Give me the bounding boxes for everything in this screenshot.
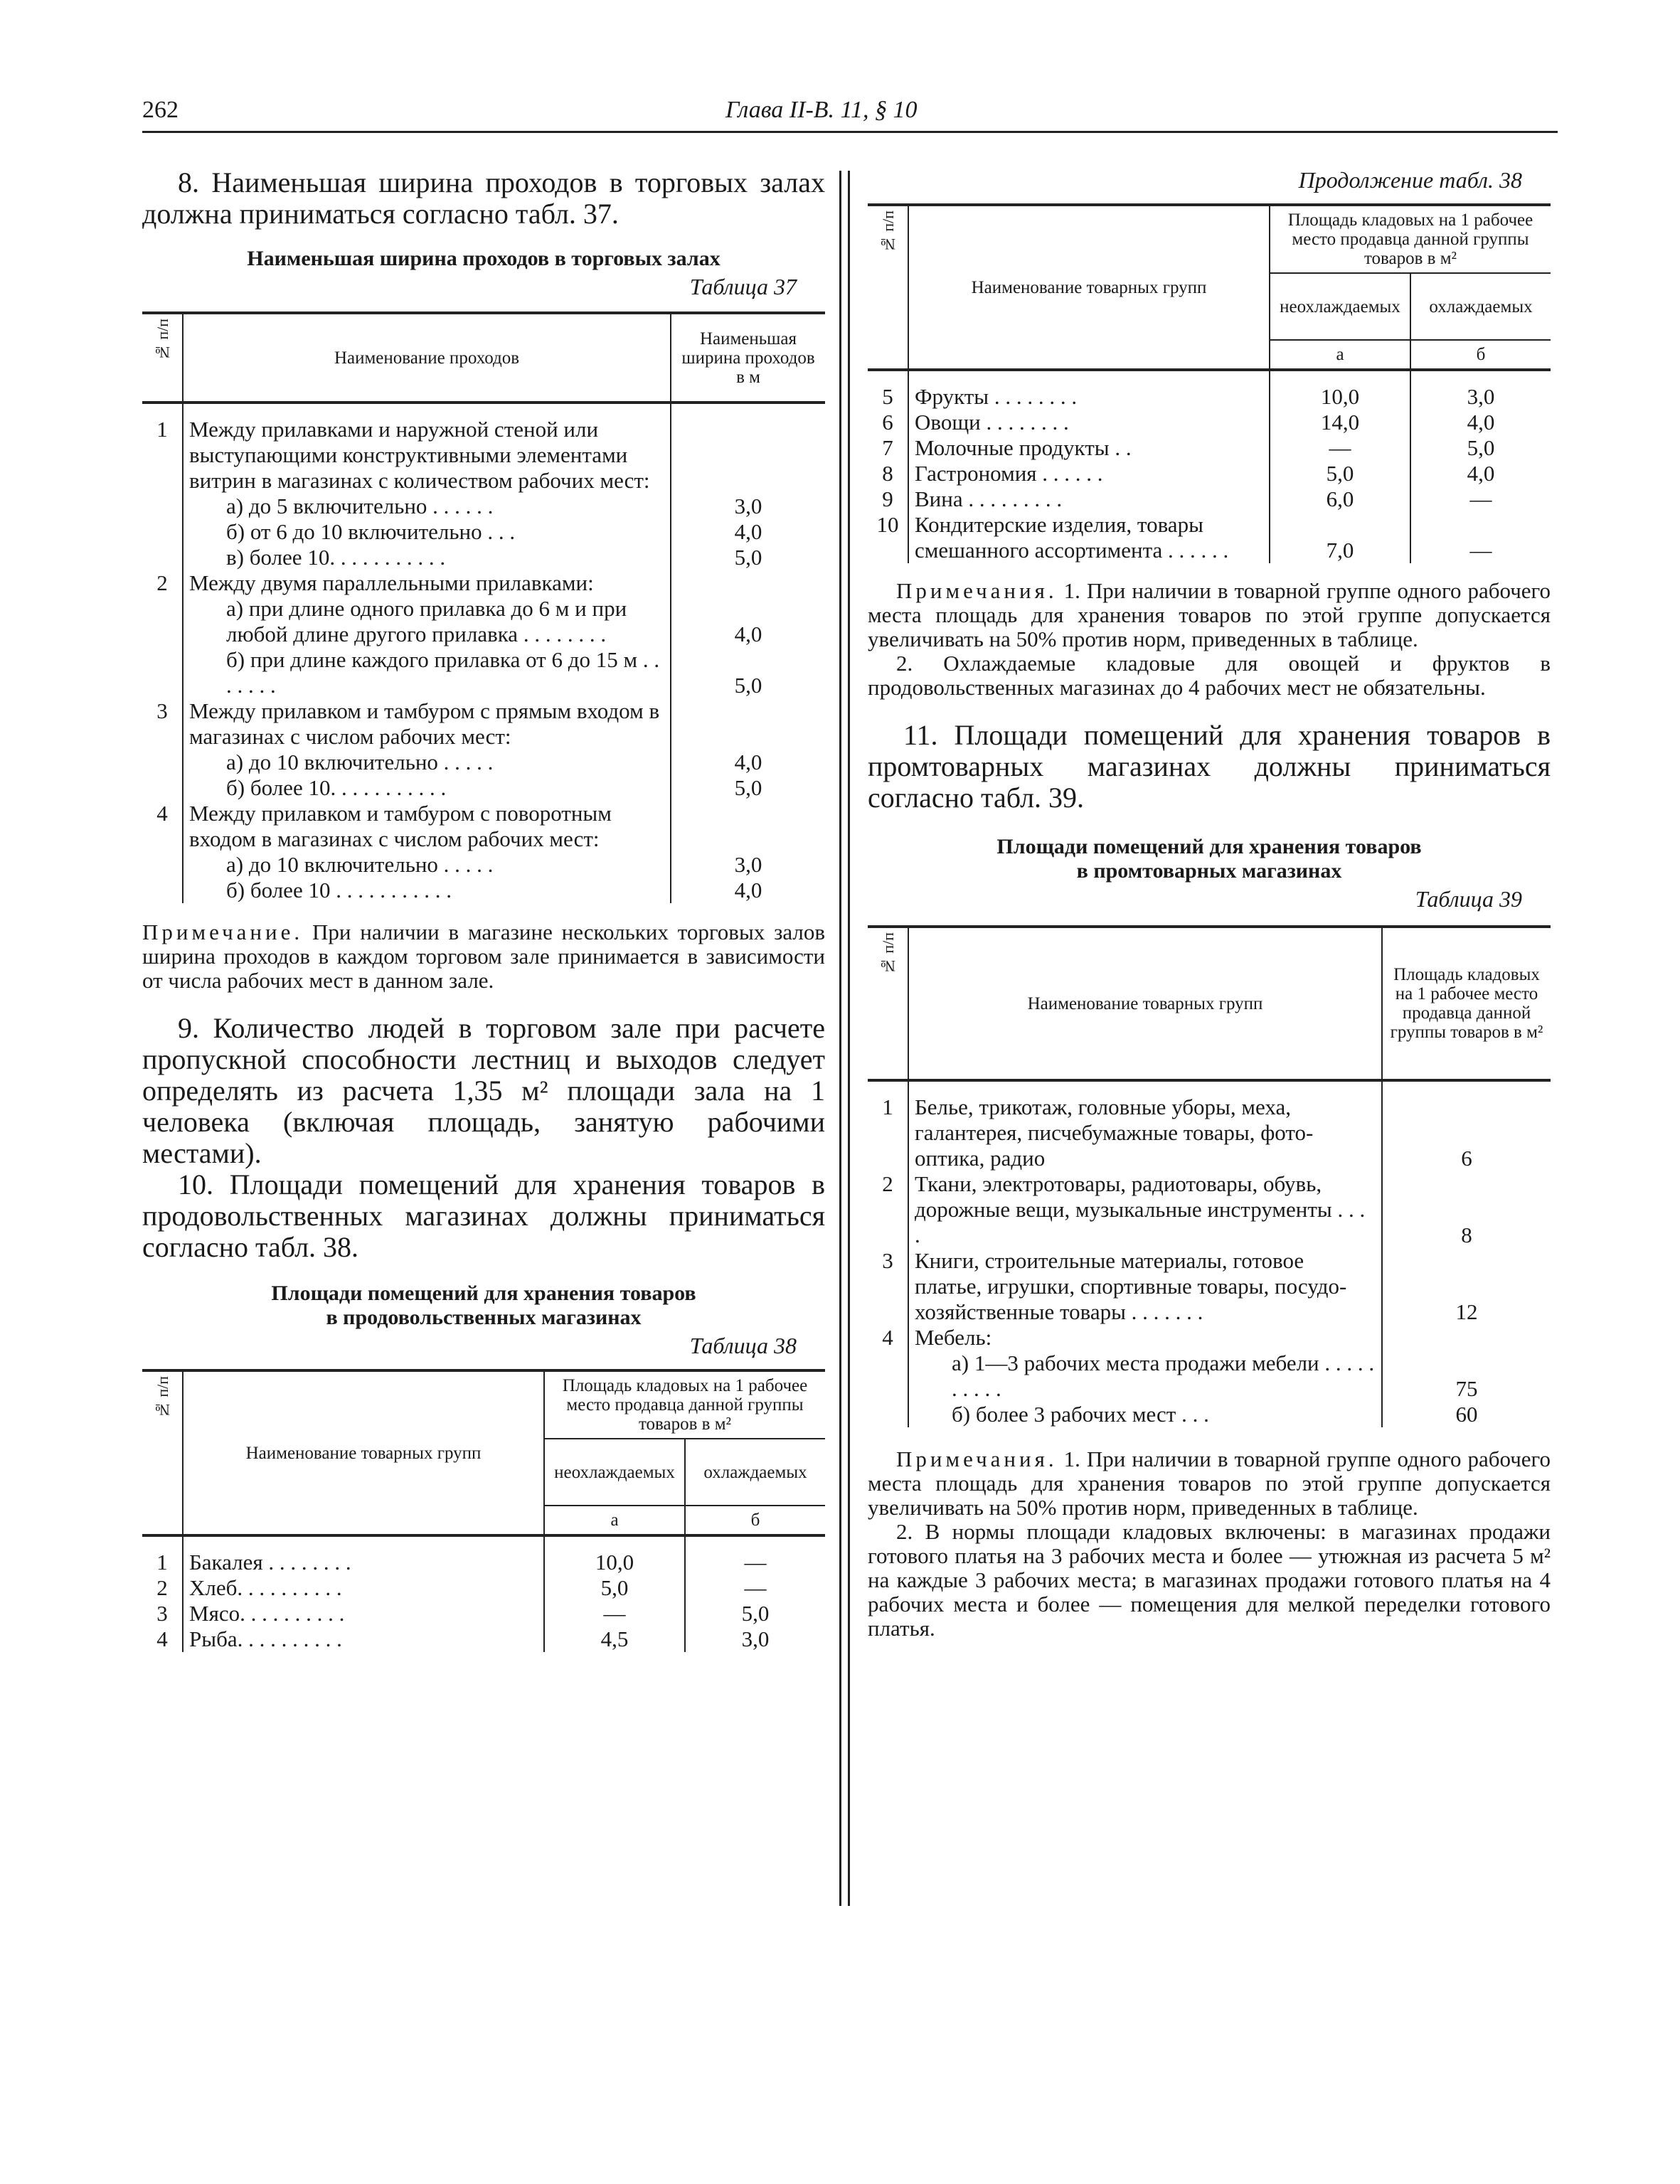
row-name: Рыба. . . . . . . . . . [183,1626,544,1652]
row-number [142,852,183,878]
table-row [868,486,1551,512]
row-number: 2 [156,1575,168,1600]
paragraph-9: 9. Количество людей в торговом зале при расчете пропускной способности лестниц и выходов следует определять из расчета 1,35 м² площади зала на 1 человека (включая площадь, занятую рабочими местами). [142,1012,825,1169]
note-1: 1. При наличии в товарной группе одного рабочего места площадь для хранения товаров по этой группе допускается увеличивать на 50% против норм, приведенных в таблице. [868,1447,1551,1520]
row-name: Между прилавком и тамбуром с прямым входом в магазинах с числом рабочих мест: [183,698,671,750]
row-value [671,417,825,494]
row-uncooled: 4,5 [544,1626,685,1652]
col-header-name: Наименование товарных групп [908,927,1382,1080]
table-37 [142,311,825,903]
row-number [142,750,183,775]
row-number [142,647,183,698]
table-row [142,750,825,775]
paragraph-11: 11. Площади помещений для хранения товаров в промтоварных магазинах должны приниматься согласно табл. 39. [868,719,1551,814]
col-letter-b: б [1410,340,1551,370]
row-name: Книги, строительные материалы, готовое платье, игрушки, спортивные товары, посудо-хозяйственные товары . . . . . . . [908,1248,1382,1325]
row-number: 2 [882,1171,893,1196]
row-name: Кондитерские изделия, товары смешанного ассортимента . . . . . . [908,512,1270,563]
table-row [142,1626,825,1652]
row-uncooled: 14,0 [1270,410,1410,435]
row-uncooled: 5,0 [1270,461,1410,486]
table-row [868,461,1551,486]
col-header-no: № п/п [868,205,908,370]
table-39 [868,925,1551,1427]
row-name: Между прилавком и тамбуром с поворотным входом в магазинах с числом рабочих мест: [183,801,671,852]
table-row [142,1550,825,1575]
column-divider [848,171,850,1906]
row-name: а) до 10 включительно . . . . . [183,852,671,878]
row-cooled: — [685,1550,825,1575]
row-value: 4,0 [671,596,825,647]
note-text: При наличии в магазине нескольких торговых залов ширина проходов в каждом торговом зале принимается в зависимости от числа рабочих мест в данном зале. [142,920,825,993]
table-38-continuation-label: Продолжение табл. 38 [1298,167,1522,193]
row-name: б) более 10 . . . . . . . . . . . [183,878,671,903]
table-row [868,410,1551,435]
note-1: 1. При наличии в товарной группе одного рабочего места площадь для хранения товаров по этой группе допускается увеличивать на 50% против норм, приведенных в таблице. [868,578,1551,651]
page-header [142,94,1558,133]
table-37-label: Таблица 37 [689,274,797,299]
note-2: 2. Охлаждаемые кладовые для овощей и фруктов в продовольственных магазинах до 4 рабочих мест не обязательны. [868,651,1551,700]
row-value: 5,0 [671,545,825,570]
table-38-body [142,1535,825,1652]
row-value [671,570,825,596]
table-row [868,1248,1551,1325]
row-name: Хлеб. . . . . . . . . . [183,1575,544,1601]
row-cooled: 3,0 [685,1626,825,1652]
row-value: 3,0 [671,852,825,878]
table-row [142,519,825,545]
column-divider [839,171,841,1906]
row-name: Молочные продукты . . [908,435,1270,461]
table-38-label: Таблица 38 [689,1333,797,1358]
row-name: Ткани, электротовары, радиотовары, обувь, дорожные вещи, музыкальные инструменты . . . . [908,1171,1382,1248]
row-name: Гастрономия . . . . . . [908,461,1270,486]
table-row [142,698,825,750]
table-row [868,435,1551,461]
row-name: Вина . . . . . . . . . [908,486,1270,512]
row-value: 8 [1382,1171,1551,1248]
table-row [142,647,825,698]
row-uncooled: 5,0 [544,1575,685,1601]
col-header-uncooled: неохлаждаемых [544,1439,685,1506]
row-number: 2 [156,570,168,595]
row-name: б) при длине каждого прилавка от 6 до 15 м . . . . . . . [183,647,671,698]
row-number: 1 [156,417,168,442]
row-number: 3 [156,1601,168,1626]
table-row [142,494,825,519]
row-number: 7 [882,435,893,460]
notes-label: Примечания. [896,1447,1058,1471]
row-name: Мясо. . . . . . . . . . [183,1601,544,1626]
row-value: 12 [1382,1248,1551,1325]
row-name: б) от 6 до 10 включительно . . . [183,519,671,545]
table-row [868,384,1551,410]
running-title: Глава II-B. 11, § 10 [725,97,918,123]
row-value: 5,0 [671,647,825,698]
paragraph-10: 10. Площади помещений для хранения товаров в продовольственных магазинах должны приниматься согласно табл. 38. [142,1168,825,1263]
table-39-label: Таблица 39 [1415,886,1522,912]
table-row [142,1575,825,1601]
row-name: а) до 5 включительно . . . . . . [183,494,671,519]
row-name: Мебель: [908,1325,1382,1351]
table-row [868,1402,1551,1427]
row-number: 6 [882,410,893,435]
row-name: а) до 10 включительно . . . . . [183,750,671,775]
table-row [142,417,825,494]
row-number: 1 [882,1094,893,1119]
row-name: Бакалея . . . . . . . . [183,1550,544,1575]
row-number: 3 [882,1248,893,1273]
col-header-cooled: охлаждаемых [685,1439,825,1506]
row-cooled: 4,0 [1410,410,1551,435]
col-header-name: Наименование товарных групп [183,1370,544,1535]
table-37-body [142,403,825,903]
table-row [142,570,825,596]
col-letter-a: а [544,1506,685,1535]
row-name: б) более 3 рабочих мест . . . [908,1402,1382,1427]
col-header-no: № п/п [142,1370,183,1535]
table-38-notes [868,579,1551,700]
col-header-area: Площадь кладовых на 1 рабочее место продавца данной группы товаров в м² [1270,205,1551,273]
row-number: 1 [156,1550,168,1575]
table-39-notes [868,1447,1551,1641]
row-name: а) при длине одного прилавка до 6 м и при любой длине другого прилавка . . . . . . . . [183,596,671,647]
col-header-uncooled: неохлаждаемых [1270,273,1410,340]
row-name: б) более 10. . . . . . . . . . . [183,775,671,801]
row-cooled: 4,0 [1410,461,1551,486]
table-38-title-line2: в продовольственных магазинах [326,1306,642,1329]
col-header-no: № п/п [142,313,183,403]
row-value: 60 [1382,1402,1551,1427]
row-number [868,1402,908,1427]
row-cooled: 5,0 [685,1601,825,1626]
table-38 [142,1369,825,1652]
row-value [671,801,825,852]
page-number: 262 [142,97,179,123]
col-letter-b: б [685,1506,825,1535]
col-header-no: № п/п [868,927,908,1080]
row-value: 4,0 [671,878,825,903]
row-uncooled: 7,0 [1270,512,1410,563]
table-38-continued [868,203,1551,563]
left-column [142,167,825,1652]
row-uncooled: — [544,1601,685,1626]
right-column [868,167,1551,1641]
row-value: 6 [1382,1094,1551,1171]
row-cooled: 5,0 [1410,435,1551,461]
table-row [868,1171,1551,1248]
table-row [142,852,825,878]
row-number [142,775,183,801]
table-row [142,878,825,903]
row-number [142,596,183,647]
table-row [142,1601,825,1626]
table-row [868,512,1551,563]
table-39-title-line1: Площади помещений для хранения товаров [996,835,1422,858]
row-number [142,878,183,903]
col-header-name: Наименование проходов [183,313,671,403]
table-38-title-line1: Площади помещений для хранения товаров [271,1282,696,1305]
col-header-width: Наименьшая ширина проходов в м [671,313,825,403]
row-value: 5,0 [671,775,825,801]
row-number [868,1351,908,1402]
col-header-cooled: охлаждаемых [1410,273,1551,340]
table-row [142,801,825,852]
row-name: Белье, трикотаж, головные уборы, меха, галантерея, писчебумажные товары, фото-оптика, радио [908,1094,1382,1171]
row-name: Между прилавками и наружной стеной или выступающими конструктивными элементами витрин в магазинах с количеством рабочих мест: [183,417,671,494]
table-row [868,1325,1551,1351]
row-number [142,494,183,519]
row-uncooled: 10,0 [544,1550,685,1575]
row-cooled: — [1410,512,1551,563]
row-uncooled: 6,0 [1270,486,1410,512]
row-number: 5 [882,384,893,409]
row-number: 4 [156,801,168,826]
note-2: 2. В нормы площади кладовых включены: в магазинах продажи готового платья на 3 рабочих места и более — утюжная из расчета 5 м² на каждые 3 рабочих места; в магазинах продажи готового платья на 4 рабочих места и более — помещения для мелкой переделки готового платья. [868,1519,1551,1641]
row-cooled: — [1410,486,1551,512]
table-39-body [868,1080,1551,1427]
row-number [142,519,183,545]
row-value: 75 [1382,1351,1551,1402]
table-row [868,1094,1551,1171]
table-38-continued-body [868,370,1551,563]
row-number: 3 [156,698,168,723]
row-name: а) 1—3 рабочих места продажи мебели . . . . . . . . . . [908,1351,1382,1402]
col-letter-a: а [1270,340,1410,370]
row-name: Между двумя параллельными прилавками: [183,570,671,596]
col-header-area: Площадь кладовых на 1 рабочее место продавца данной группы товаров в м² [1382,927,1551,1080]
row-uncooled: — [1270,435,1410,461]
row-uncooled: 10,0 [1270,384,1410,410]
row-name: Овощи . . . . . . . . [908,410,1270,435]
table-row [142,596,825,647]
col-header-name: Наименование товарных групп [908,205,1270,370]
table-37-title: Наименьшая ширина проходов в торговых залах [247,247,721,270]
row-value: 4,0 [671,750,825,775]
note-label: Примечание. [142,920,304,944]
row-name: Фрукты . . . . . . . . [908,384,1270,410]
row-number: 4 [156,1626,168,1651]
row-value: 4,0 [671,519,825,545]
row-value [671,698,825,750]
row-cooled: — [685,1575,825,1601]
notes-label: Примечания. [896,578,1058,603]
paragraph-8: 8. Наименьшая ширина проходов в торговых залах должна приниматься согласно табл. 37. [142,166,825,230]
table-row [868,1351,1551,1402]
row-number: 4 [882,1325,893,1350]
row-number [142,545,183,570]
table-row [142,545,825,570]
table-39-title-line2: в промтоварных магазинах [1076,859,1342,883]
row-value: 3,0 [671,494,825,519]
table-row [142,775,825,801]
table-37-note [142,920,825,993]
col-header-area: Площадь кладовых на 1 рабочее место продавца данной группы товаров в м² [544,1370,825,1439]
row-name: в) более 10. . . . . . . . . . . [183,545,671,570]
row-number: 8 [882,461,893,486]
row-value [1382,1325,1551,1351]
row-number: 9 [882,486,893,511]
row-cooled: 3,0 [1410,384,1551,410]
row-number: 10 [876,512,899,537]
